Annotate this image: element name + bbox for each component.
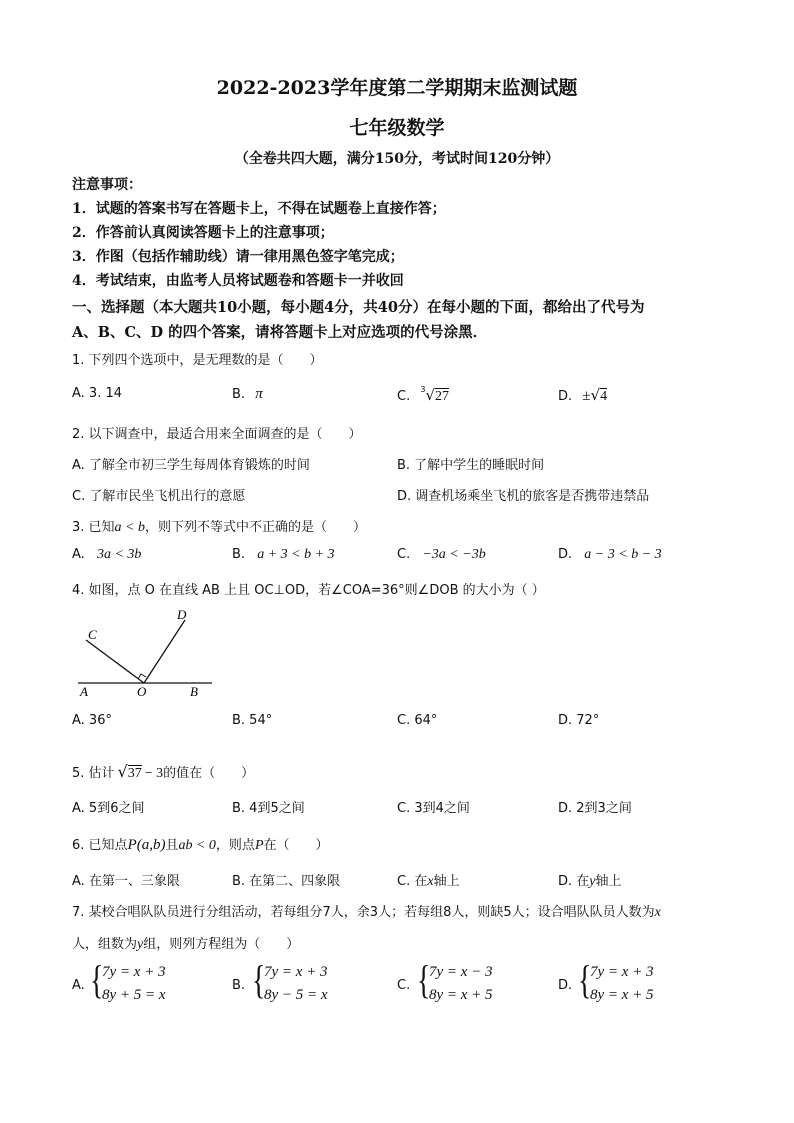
option-text: 轴上 xyxy=(595,874,622,889)
section-heading-line-1: 一、选择题（本大题共10小题，每小题4分，共40分）在每小题的下面，都给出了代号为 xyxy=(72,299,645,316)
question-3-option-a xyxy=(72,547,141,563)
question-4-option-d: D. 72° xyxy=(558,713,600,728)
question-7-stem-line-2 xyxy=(72,933,299,953)
equation-1: 7y = x + 3 xyxy=(590,964,654,980)
note-item-4: 4．考试结束，由监考人员将试题卷和答题卡一并收回 xyxy=(72,273,404,289)
plus-minus: ± xyxy=(582,388,591,404)
question-1-option-a: A. 3. 14 xyxy=(72,386,123,401)
equation-1: 7y = x − 3 xyxy=(429,964,493,980)
stem-text: 7. 某校合唱队队员进行分组活动，若每组分7人，余3人；若每组8人，则缺5人；设合唱队队员人数为 xyxy=(72,905,655,920)
option-math: y xyxy=(589,874,596,889)
stem-math: − 3 xyxy=(144,766,164,781)
question-7-option-b-letter: B. xyxy=(232,978,246,993)
brace: { xyxy=(252,957,266,1002)
question-1-stem: 1. 下列四个选项中，是无理数的是（ ） xyxy=(72,353,323,368)
label-d: D xyxy=(177,607,187,622)
root-index: 3 xyxy=(420,384,426,394)
question-3-stem xyxy=(72,516,366,536)
ray-od xyxy=(144,620,185,683)
option-text: D. 在 xyxy=(558,874,590,889)
option-letter: B. xyxy=(232,387,246,402)
question-3-option-b xyxy=(232,547,335,563)
stem-text: 在（ ） xyxy=(263,838,329,853)
notes-heading: 注意事项： xyxy=(72,177,142,193)
stem-text: 5. 估计 xyxy=(72,766,115,781)
question-6-stem xyxy=(72,834,329,854)
equation-1: 7y = x + 3 xyxy=(264,964,328,980)
page-title: 2022-2023学年度第二学期期末监测试题 xyxy=(216,77,578,99)
brace: { xyxy=(578,957,592,1002)
option-letter: D. xyxy=(558,389,573,404)
label-o: O xyxy=(137,684,147,698)
radicand: 37 xyxy=(127,766,142,781)
question-4-option-b: B. 54° xyxy=(232,713,273,728)
stem-math: P xyxy=(254,838,264,853)
question-3-option-d xyxy=(558,547,662,563)
option-letter: B. xyxy=(232,547,246,562)
question-5-option-c: C. 3到4之间 xyxy=(397,801,470,816)
ray-oc xyxy=(86,640,144,683)
point-p: P(a,b) xyxy=(127,837,166,853)
note-item-3: 3．作图（包括作辅助线）请一律用黑色签字笔完成； xyxy=(72,249,404,265)
question-1-option-d: D. ±√4 xyxy=(558,386,608,404)
pi-symbol: π xyxy=(255,386,263,402)
question-5-option-b: B. 4到5之间 xyxy=(232,801,305,816)
option-math: a − 3 < b − 3 xyxy=(584,547,662,562)
option-letter: D. xyxy=(558,547,573,562)
radicand: 4 xyxy=(600,389,608,404)
stem-text: ，则下列不等式中不正确的是（ ） xyxy=(145,520,367,535)
question-6-option-a: A. 在第一、三象限 xyxy=(72,874,180,889)
question-2-option-d: D. 调查机场乘坐飞机的旅客是否携带违禁品 xyxy=(397,489,650,504)
question-5-option-a: A. 5到6之间 xyxy=(72,801,145,816)
cube-root: $^3$√27 xyxy=(420,384,450,404)
subject-title: 七年级数学 xyxy=(349,117,445,139)
stem-math: y xyxy=(137,937,144,952)
stem-text: 3. 已知 xyxy=(72,520,115,535)
label-c: C xyxy=(88,627,97,642)
option-letter: C. xyxy=(397,547,411,562)
brace: { xyxy=(417,957,431,1002)
option-text: 轴上 xyxy=(433,874,460,889)
question-7-option-d-letter: D. xyxy=(558,978,573,993)
stem-math: a < b xyxy=(114,520,145,535)
section-heading-line-2: A、B、C、D 的四个答案，请将答题卡上对应选项的代号涂黑． xyxy=(72,324,488,341)
stem-text: ，则点 xyxy=(215,838,255,853)
stem-text: 6. 已知点 xyxy=(72,838,128,853)
question-5-option-d: D. 2到3之间 xyxy=(558,801,632,816)
question-2-option-a: A. 了解全市初三学生每周体育锻炼的时间 xyxy=(72,458,310,473)
question-2-option-c: C. 了解市民坐飞机出行的意愿 xyxy=(72,489,246,504)
question-1-option-b xyxy=(232,386,263,403)
option-math: −3a < −3b xyxy=(422,547,486,562)
question-7-option-a-letter: A. xyxy=(72,978,85,993)
equation-1: 7y = x + 3 xyxy=(102,964,166,980)
question-1-option-c xyxy=(397,386,449,405)
equation-2: 8y + 5 = x xyxy=(102,987,166,1003)
question-7-stem-line-1 xyxy=(72,901,661,921)
stem-text: 组，则列方程组为（ ） xyxy=(143,937,300,952)
option-text: C. 在 xyxy=(397,874,428,889)
equation-2: 8y − 5 = x xyxy=(264,987,328,1003)
question-6-option-b: B. 在第二、四象限 xyxy=(232,874,341,889)
equation-2: 8y = x + 5 xyxy=(429,987,493,1003)
label-a: A xyxy=(80,684,88,698)
equation-2: 8y = x + 5 xyxy=(590,987,654,1003)
stem-text: 且 xyxy=(165,838,179,853)
right-angle-mark xyxy=(138,674,146,679)
stem-math: x xyxy=(654,905,661,920)
question-3-option-c xyxy=(397,547,486,563)
question-6-option-d xyxy=(558,870,622,890)
question-2-option-b: B. 了解中学生的睡眠时间 xyxy=(397,458,545,473)
exam-info: （全卷共四大题，满分150分，考试时间120分钟） xyxy=(234,151,560,167)
radicand: 27 xyxy=(435,389,450,404)
note-item-1: 1．试题的答案书写在答题卡上，不得在试题卷上直接作答； xyxy=(72,201,446,217)
stem-text: 人，组数为 xyxy=(72,937,138,952)
option-math: 3a < 3b xyxy=(96,547,142,562)
question-6-option-c xyxy=(397,870,460,890)
question-4-option-a: A. 36° xyxy=(72,713,112,728)
question-4-stem: 4. 如图，点 O 在直线 AB 上且 OC⊥OD，若∠COA=36°则∠DOB 的大小为（ ） xyxy=(72,583,545,598)
question-4-figure xyxy=(72,606,222,698)
option-math: x xyxy=(427,874,434,889)
label-b: B xyxy=(190,684,198,698)
note-item-2: 2．作答前认真阅读答题卡上的注意事项； xyxy=(72,225,334,241)
question-7-option-c-letter: C. xyxy=(397,978,411,993)
option-math: a + 3 < b + 3 xyxy=(257,547,335,562)
question-2-stem: 2. 以下调查中，最适合用来全面调查的是（ ） xyxy=(72,427,362,442)
option-letter: A. xyxy=(72,547,85,562)
question-5-stem: 5. 估计 √37 − 3的值在（ ） xyxy=(72,762,255,781)
stem-text: 的值在（ ） xyxy=(163,766,255,781)
option-letter: C. xyxy=(397,389,411,404)
question-4-option-c: C. 64° xyxy=(397,713,438,728)
stem-math: ab < 0 xyxy=(178,838,216,853)
brace: { xyxy=(90,957,104,1002)
